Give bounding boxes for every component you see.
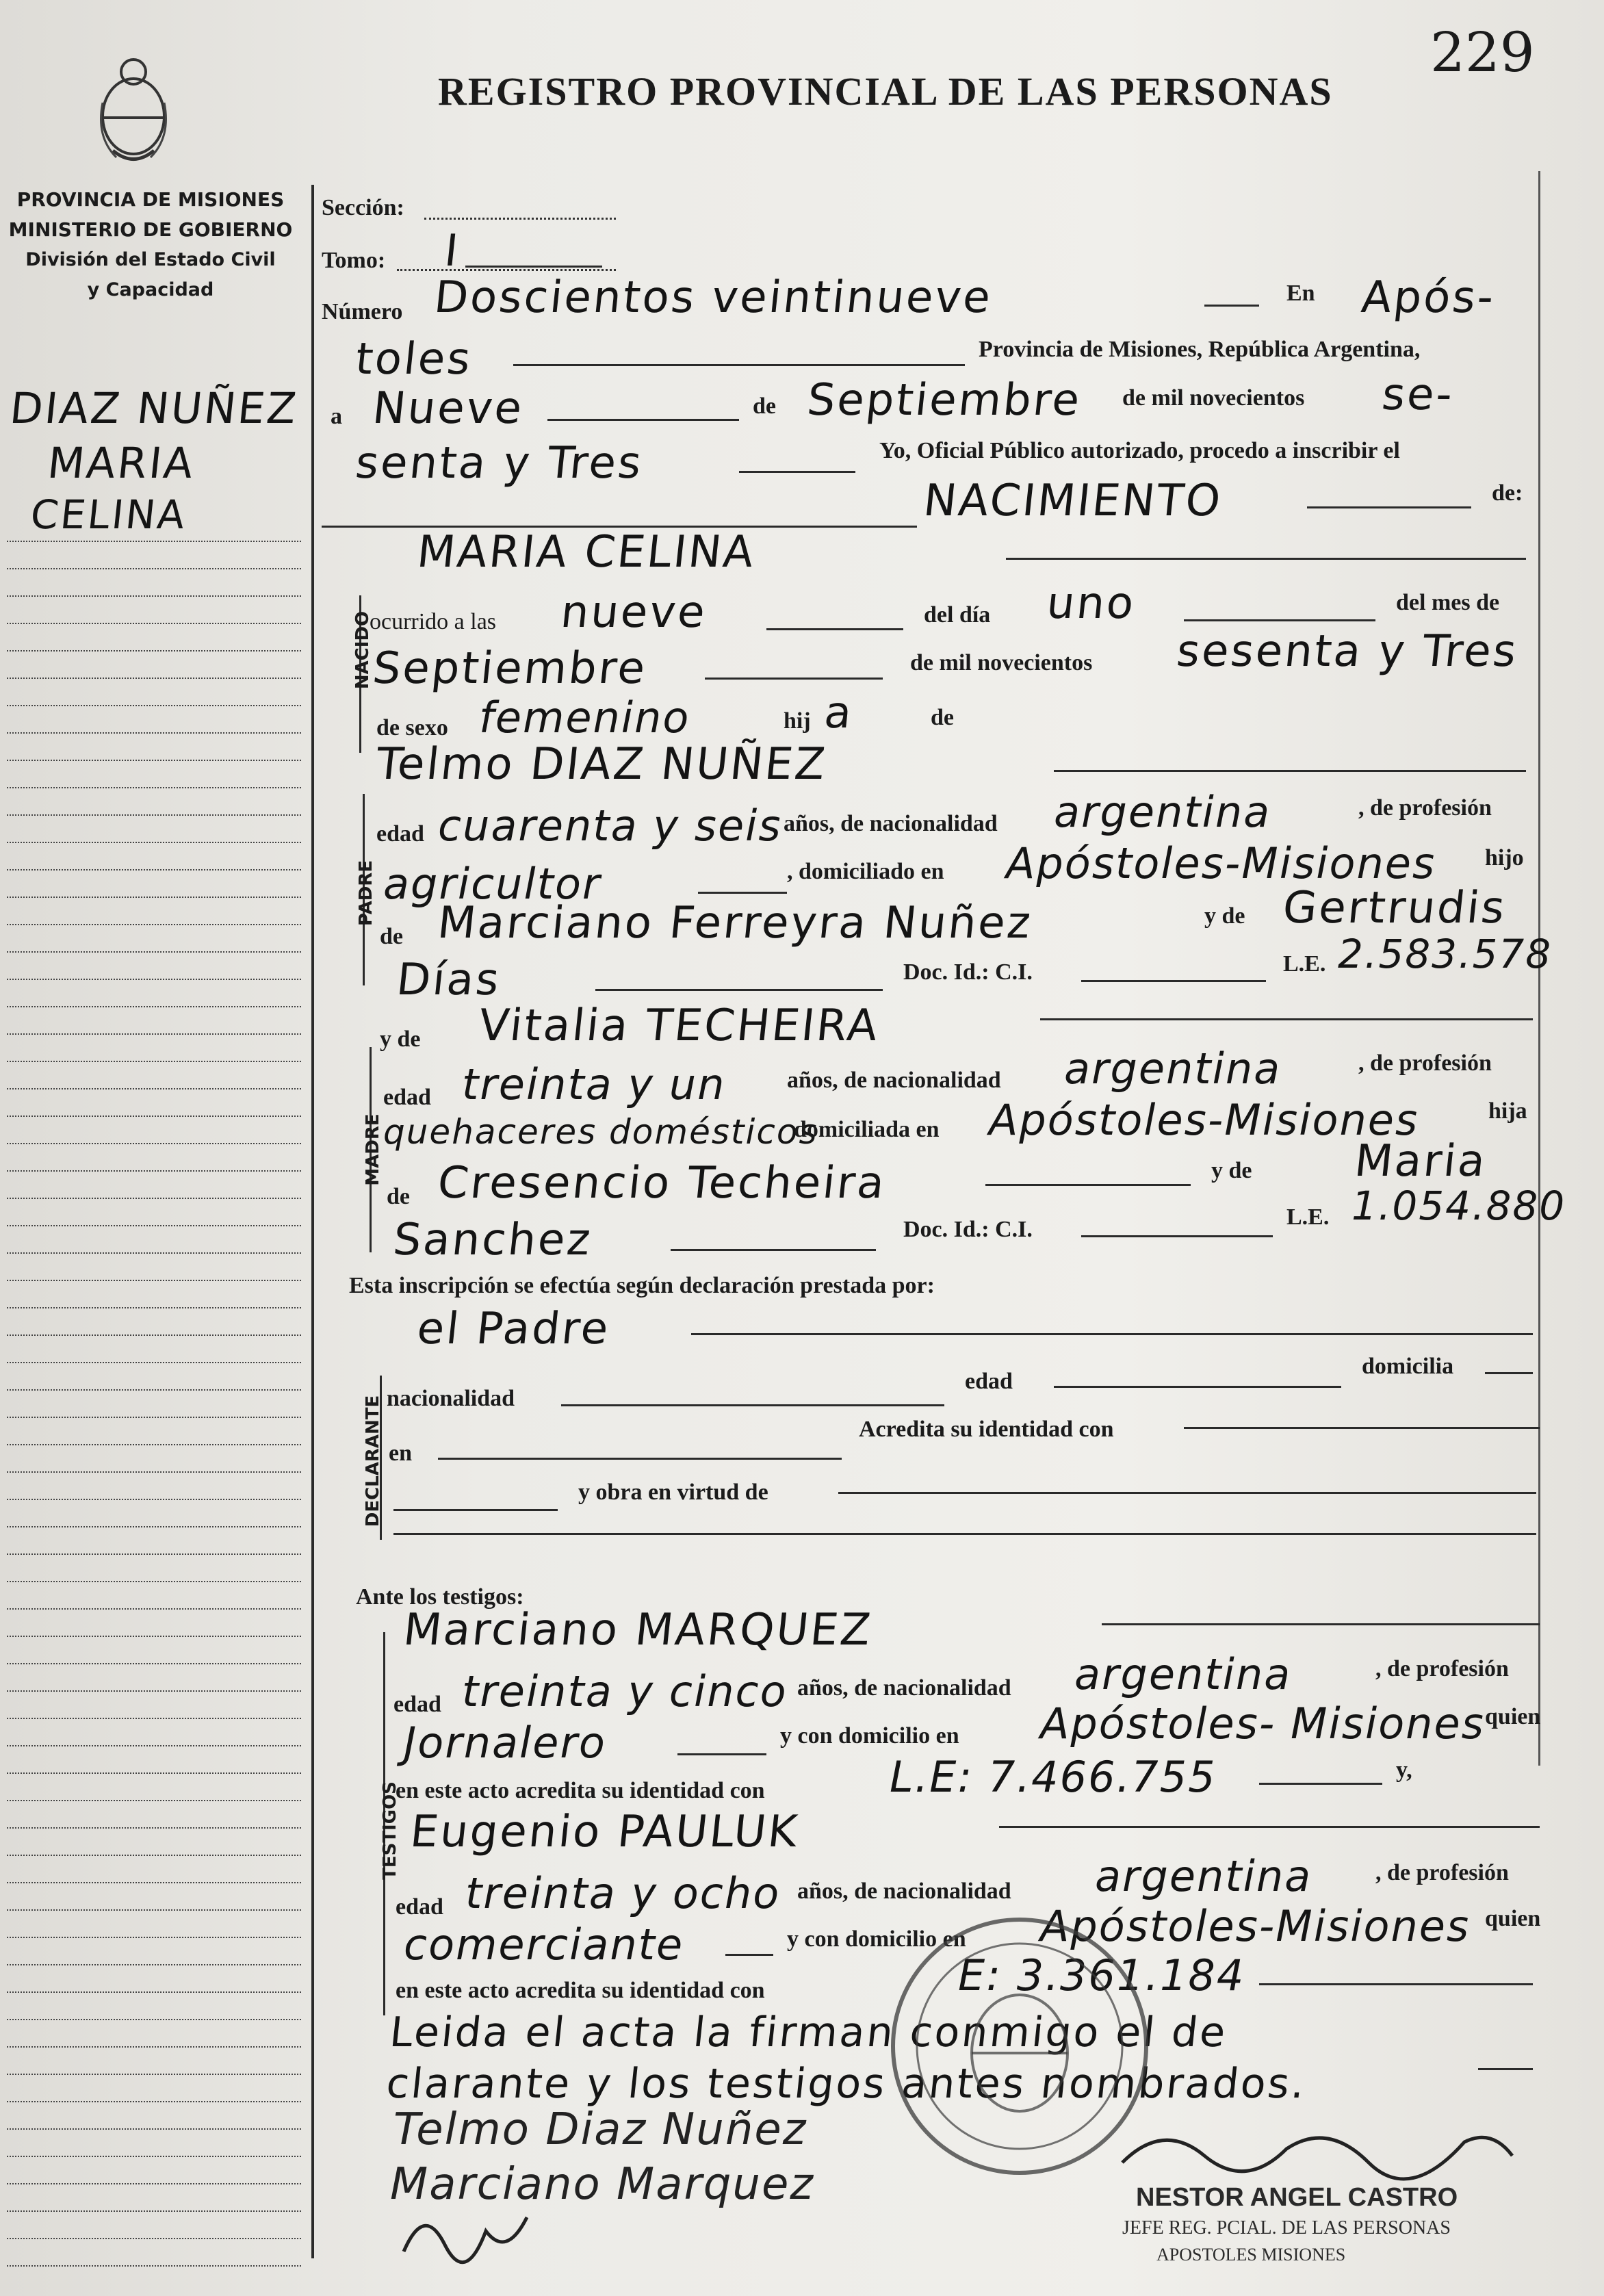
t1-acredita-label: en este acto acredita su identidad con [396, 1778, 765, 1803]
margin-ruling-line [7, 1827, 301, 1829]
padre-le-value: 2.583.578 [1338, 931, 1553, 977]
margin-ruling-line [7, 1471, 301, 1473]
margin-ruling-line [7, 1280, 301, 1281]
margin-ruling-line [7, 1499, 301, 1500]
decl-edad-line[interactable] [1054, 1386, 1341, 1388]
padre-dom-value: Apóstoles-Misiones [1006, 838, 1436, 888]
t1-edad-value: treinta y cinco [462, 1666, 788, 1716]
closing-line-2: clarante y los testigos antes nombrados. [384, 2060, 1309, 2108]
margin-ruling-line [7, 1088, 301, 1089]
madre-le-value: 1.054.880 [1351, 1183, 1566, 1229]
margin-ruling-line [7, 924, 301, 925]
page-number: 229 [1430, 21, 1535, 84]
decl-edad-label: edad [965, 1369, 1013, 1394]
t1-prof-value: Jornalero [404, 1718, 606, 1768]
padre-y-de-label: y de [1204, 903, 1245, 929]
officer-location: APOSTOLES MISIONES [1156, 2245, 1346, 2265]
page-title: REGISTRO PROVINCIAL DE LAS PERSONAS [438, 69, 1333, 114]
mes-nac-line [705, 678, 883, 680]
madre-nombre-value: Vitalia TECHEIRA [476, 1001, 882, 1051]
margin-ruling-line [7, 1526, 301, 1527]
a-label: a [331, 404, 342, 429]
margin-ruling-line [7, 1033, 301, 1035]
margin-ruling-line [7, 1882, 301, 1883]
margin-name-1: MARIA [45, 438, 198, 488]
margin-ruling-line [7, 760, 301, 761]
margin-ruling-line [7, 1334, 301, 1336]
yo-oficial-label: Yo, Oficial Público autorizado, procedo a inscribir el [879, 438, 1400, 463]
acto-value: NACIMIENTO [921, 476, 1225, 526]
margin-name-2: CELINA [28, 491, 190, 538]
lugar-line [513, 364, 965, 366]
dia-line [547, 419, 739, 421]
tomo-label: Tomo: [322, 248, 386, 273]
margin-ruling-line [7, 1115, 301, 1117]
nombre-value: MARIA CELINA [415, 527, 758, 578]
padre-de-label: de [380, 924, 403, 949]
t2-nac-value: argentina [1095, 1851, 1312, 1901]
numero-dash [1204, 305, 1259, 307]
t1-dom-value: Apóstoles- Misiones [1040, 1699, 1485, 1749]
madre-madre2-line [671, 1249, 876, 1251]
t2-dom-value: Apóstoles-Misiones [1040, 1901, 1471, 1951]
margin-ruling-line [7, 869, 301, 870]
en-label: En [1286, 281, 1315, 306]
margin-ruling-line [7, 1170, 301, 1172]
margin-ruling-line [7, 1307, 301, 1308]
margin-ruling-line [7, 678, 301, 679]
hija-label: hija [1488, 1098, 1527, 1124]
t1-prof-label: , de profesión [1375, 1656, 1509, 1681]
seccion-label: Sección: [322, 195, 404, 220]
madre-madre2-value: Sanchez [391, 1215, 595, 1265]
margin-ruling-line [7, 1745, 301, 1746]
t1-nac-label: años, de nacionalidad [797, 1675, 1011, 1701]
header-left [7, 185, 294, 305]
t2-prof-label: , de profesión [1375, 1860, 1509, 1885]
madre-ci-line [1081, 1235, 1273, 1237]
margin-ruling-line [7, 1690, 301, 1692]
signature-declarante: Telmo Diaz Nuñez [393, 2104, 807, 2155]
tomo-value: I [442, 226, 463, 276]
t1-y-label: y, [1396, 1757, 1412, 1783]
hora-line [766, 628, 903, 630]
margin-ruling-line [7, 1909, 301, 1911]
signature-testigo: Marciano Marquez [390, 2159, 814, 2210]
t2-quien-label: quien [1485, 1906, 1541, 1931]
margin-ruling-line [7, 732, 301, 734]
padre-padre-value: Marciano Ferreyra Nuñez [435, 898, 1035, 949]
nombre-line [1006, 558, 1526, 560]
t2-edad-label: edad [396, 1894, 443, 1920]
margin-ruling-line [7, 814, 301, 816]
testigos-side-label: TESTIGOS [380, 1781, 400, 1880]
margin-ruling-line [7, 595, 301, 597]
margin-ruling-line [7, 1143, 301, 1144]
lugar-value: Após- [1359, 272, 1498, 323]
margin-ruling-line [7, 2183, 301, 2184]
margin-ruling-line [7, 2019, 301, 2020]
margin-ruling-line [7, 623, 301, 624]
decl-extra-line[interactable] [393, 1533, 1536, 1535]
margin-ruling-line [7, 2265, 301, 2267]
margin-ruling-line [7, 1581, 301, 1582]
closing-line-1: Leida el acta la firman conmigo el de [387, 2009, 1230, 2056]
hij-label: hij [784, 708, 811, 734]
padre-madre-value: Gertrudis [1280, 883, 1509, 933]
mil-nov2-label: de mil novecientos [910, 650, 1093, 675]
anio-value-2: senta y Tres [353, 438, 646, 489]
declarante-side-label: DECLARANTE [363, 1395, 383, 1527]
testigo2-value: Eugenio PAULUK [408, 1807, 802, 1857]
tomo-line[interactable] [397, 269, 616, 271]
mes-value: Septiembre [805, 375, 1085, 426]
padre-le-label: L.E. [1283, 951, 1326, 977]
madre-nac-label: años, de nacionalidad [787, 1068, 1001, 1093]
t1-quien-label: quien [1485, 1704, 1541, 1729]
signature-mark-icon [397, 2197, 534, 2279]
testigo1-value: Marciano MARQUEZ [401, 1605, 875, 1655]
margin-ruling-line [7, 1417, 301, 1418]
margin-surname: DIAZ NUÑEZ [8, 383, 301, 433]
madre-de-label: de [387, 1184, 410, 1209]
margin-ruling-line [7, 705, 301, 706]
anio-nac-value: sesenta y Tres [1174, 626, 1521, 677]
de-label: de [753, 394, 776, 419]
margin-ruling-line [7, 1444, 301, 1445]
margin-ruling-line [7, 1964, 301, 1965]
nacido-side-label: NACIDO [352, 610, 373, 690]
madre-dom-label: domiciliada en [794, 1117, 940, 1142]
margin-ruling-line [7, 1225, 301, 1226]
t1-doc-line [1259, 1783, 1382, 1785]
del-mes-label: del mes de [1396, 590, 1500, 615]
t2-prof-line [725, 1954, 773, 1956]
madre-edad-label: edad [383, 1085, 431, 1110]
padre-nombre-line [1054, 770, 1526, 772]
margin-ruling-line [7, 1855, 301, 1856]
margin-ruling-line [7, 1800, 301, 1801]
decl-nacionalidad-label: nacionalidad [387, 1386, 515, 1411]
decl-nacionalidad-line[interactable] [561, 1404, 944, 1406]
dia-nac-value: uno [1044, 578, 1139, 629]
madre-dom-value: Apóstoles-Misiones [989, 1095, 1419, 1145]
margin-ruling-line [7, 1718, 301, 1719]
madre-docid-label: Doc. Id.: C.I. [903, 1217, 1033, 1242]
margin-ruling-line [7, 1608, 301, 1610]
official-seal-icon [883, 1909, 1156, 2183]
padre-edad-value: cuarenta y seis [438, 801, 782, 851]
madre-nombre-line [1040, 1018, 1533, 1020]
de2-label: de [931, 705, 954, 730]
margin-ruling-line [7, 650, 301, 652]
numero-value: Doscientos veintinueve [432, 272, 995, 323]
declarante-value: el Padre [415, 1304, 613, 1354]
sexo-value: femenino [479, 693, 690, 743]
margin-ruling-line [7, 1991, 301, 1993]
t2-doc-line [1259, 1983, 1533, 1985]
padre-prof-value: agricultor [383, 859, 602, 909]
division-label: División del Estado Civil [25, 249, 276, 270]
coat-of-arms-icon [89, 41, 178, 171]
t1-dom-label: y con domicilio en [780, 1723, 959, 1749]
padre-prof-label: , de profesión [1358, 795, 1492, 821]
padre-nombre-value: Telmo DIAZ NUÑEZ [374, 739, 830, 790]
margin-ruling-line [7, 541, 301, 542]
form-left-border [311, 185, 314, 2258]
t2-dom-label: y con domicilio en [787, 1926, 966, 1952]
decl-en-label: en [389, 1441, 412, 1466]
margin-ruling-line [7, 2210, 301, 2212]
padre-side-label: PADRE [356, 860, 376, 927]
margin-ruling-line [7, 1252, 301, 1254]
margin-ruling-line [7, 2156, 301, 2157]
padre-nac-label: años, de nacionalidad [784, 811, 998, 836]
madre-y-de-label2: y de [1211, 1158, 1252, 1183]
t2-acredita-label: en este acto acredita su identidad con [396, 1978, 765, 2003]
officer-name: NESTOR ANGEL CASTRO [1136, 2183, 1458, 2212]
testigo2-line [999, 1826, 1540, 1828]
margin-ruling-line [7, 2128, 301, 2130]
officer-title: JEFE REG. PCIAL. DE LAS PERSONAS [1122, 2217, 1451, 2239]
t2-nac-label: años, de nacionalidad [797, 1879, 1011, 1904]
margin-ruling-line [7, 568, 301, 569]
margin-ruling-line [7, 1006, 301, 1007]
margin-ruling-line [7, 1362, 301, 1363]
inscripcion-label: Esta inscripción se efectúa según declaración prestada por: [349, 1273, 935, 1298]
declarante-line [691, 1333, 1533, 1335]
margin-ruling-line [7, 1198, 301, 1199]
padre-edad-label: edad [376, 821, 424, 847]
margin-ruling-line [7, 979, 301, 980]
madre-le-label: L.E. [1286, 1204, 1330, 1230]
decl-en-line[interactable] [438, 1458, 842, 1460]
decl-obra-line[interactable] [838, 1492, 1536, 1494]
margin-ruling-line [7, 2046, 301, 2048]
testigo1-line [1102, 1623, 1540, 1625]
madre-y-de-label: y de [380, 1027, 421, 1052]
hij-suffix: a [822, 688, 857, 738]
madre-side-label: MADRE [363, 1113, 383, 1186]
madre-prof-value: quehaceres domésticos [383, 1112, 818, 1152]
madre-padre-line [985, 1184, 1191, 1186]
decl-obra-label: y obra en virtud de [578, 1480, 768, 1505]
dia-nac-line [1184, 619, 1375, 621]
margin-ruling-line [7, 2238, 301, 2239]
decl-domicilia-label: domicilia [1362, 1354, 1454, 1379]
del-dia-label: del día [924, 602, 991, 628]
decl-acredita-line[interactable] [1184, 1427, 1540, 1429]
decl-domicilia-line[interactable] [1485, 1372, 1533, 1374]
capacity-label: y Capacidad [87, 279, 214, 300]
padre-prof-line [698, 892, 787, 894]
dia-value: Nueve [370, 383, 526, 434]
padre-madre2-line [595, 989, 883, 991]
margin-ruling-line [7, 1553, 301, 1555]
margin-ruling-line [7, 1636, 301, 1637]
lugar-cont-value: toles [353, 334, 475, 385]
decl-blank-line[interactable] [393, 1509, 558, 1511]
acto-line-right [1307, 506, 1471, 508]
padre-nac-value: argentina [1054, 787, 1271, 837]
madre-edad-value: treinta y un [462, 1059, 726, 1109]
madre-nac-value: argentina [1064, 1044, 1282, 1094]
tomo-underline [465, 266, 602, 268]
seccion-line[interactable] [424, 218, 616, 220]
hora-value: nueve [558, 587, 710, 638]
anio-line [739, 471, 855, 473]
margin-ruling-line [7, 1772, 301, 1774]
anio-value-1: se- [1380, 370, 1457, 420]
sexo-label: de sexo [376, 715, 448, 740]
margin-ruling-line [7, 1389, 301, 1391]
ministry-label: MINISTERIO DE GOBIERNO [8, 218, 293, 241]
madre-padre-value: Cresencio Techeira [435, 1158, 889, 1209]
provincia-label: Provincia de Misiones, República Argentina, [979, 337, 1421, 362]
madre-prof-label: , de profesión [1358, 1050, 1492, 1076]
de-colon-label: de: [1492, 480, 1523, 506]
t1-prof-line [677, 1753, 766, 1755]
province-label: PROVINCIA DE MISIONES [16, 188, 285, 211]
margin-ruling-line [7, 1937, 301, 1938]
padre-dom-label: , domiciliado en [787, 859, 944, 884]
margin-ruling-line [7, 842, 301, 843]
padre-ci-line [1081, 980, 1266, 982]
margin-ruling-line [7, 2074, 301, 2075]
margin-ruling-line [7, 897, 301, 898]
padre-docid-label: Doc. Id.: C.I. [903, 959, 1033, 985]
margin-ruling-line [7, 787, 301, 788]
t1-doc-value: L.E: 7.466.755 [890, 1752, 1217, 1802]
t1-edad-label: edad [393, 1692, 441, 1717]
madre-madre-value: Maria [1352, 1136, 1490, 1187]
closing-line-dash [1478, 2068, 1533, 2070]
margin-ruling-line [7, 1663, 301, 1664]
padre-madre2-value: Días [394, 955, 504, 1005]
mes-nac-value: Septiembre [370, 643, 650, 694]
numero-label: Número [322, 299, 403, 324]
margin-ruling-line [7, 951, 301, 953]
ocurrido-label: ocurrido a las [370, 609, 497, 634]
ante-testigos-label: Ante los testigos: [356, 1584, 524, 1610]
hijo-label: hijo [1485, 845, 1524, 870]
t1-nac-value: argentina [1074, 1649, 1292, 1699]
mil-novecientos-label: de mil novecientos [1122, 385, 1305, 411]
margin-ruling-line [7, 1061, 301, 1062]
t2-doc-value: E: 3.361.184 [958, 1950, 1245, 2000]
t2-prof-value: comerciante [404, 1920, 684, 1970]
margin-ruling-line [7, 2101, 301, 2102]
decl-acredita-label: Acredita su identidad con [859, 1417, 1114, 1442]
t2-edad-value: treinta y ocho [465, 1868, 781, 1918]
